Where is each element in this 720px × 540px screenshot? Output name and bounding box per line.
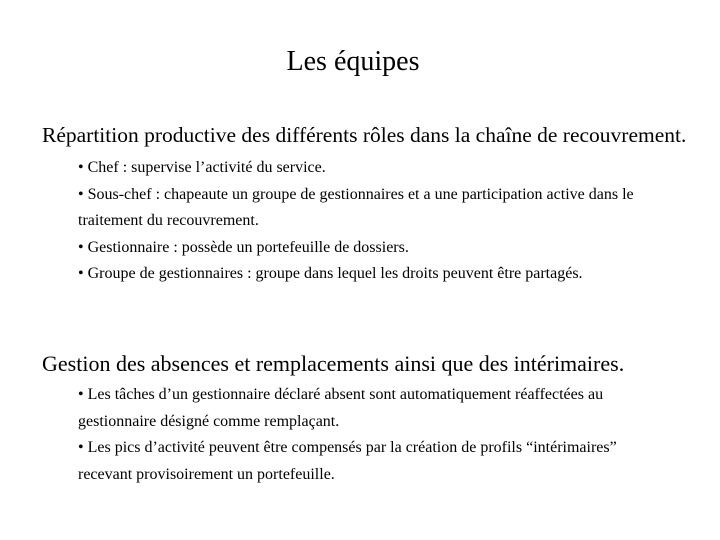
section-absences xyxy=(42,349,692,488)
bullet-item: • Les tâches d’un gestionnaire déclaré absent sont automatiquement réaffectées au gestionnaire désigné comme remplaçant. xyxy=(78,386,604,430)
slide-title: Les équipes xyxy=(286,46,420,77)
bullet-item: • Sous-chef : chapeaute un groupe de gestionnaires et a une participation active dans le traitement du recouvrement. xyxy=(78,185,634,229)
bullet-list xyxy=(42,155,668,288)
bullet-item: • Gestionnaire : possède un portefeuille de dossiers. xyxy=(78,238,409,256)
section-roles xyxy=(42,121,692,288)
bullet-list xyxy=(42,382,668,488)
section-heading: Répartition productive des différents rôles dans la chaîne de recouvrement. xyxy=(42,123,687,147)
bullet-item: • Chef : supervise l’activité du service. xyxy=(78,159,326,176)
bullet-item: • Groupe de gestionnaires : groupe dans lequel les droits peuvent être partagés. xyxy=(78,265,583,282)
bullet-item: • Les pics d’activité peuvent être compensés par la création de profils “intérimaires” recevant provisoirement un portefeuille. xyxy=(78,439,617,483)
section-heading: Gestion des absences et remplacements ainsi que des intérimaires. xyxy=(42,351,625,376)
